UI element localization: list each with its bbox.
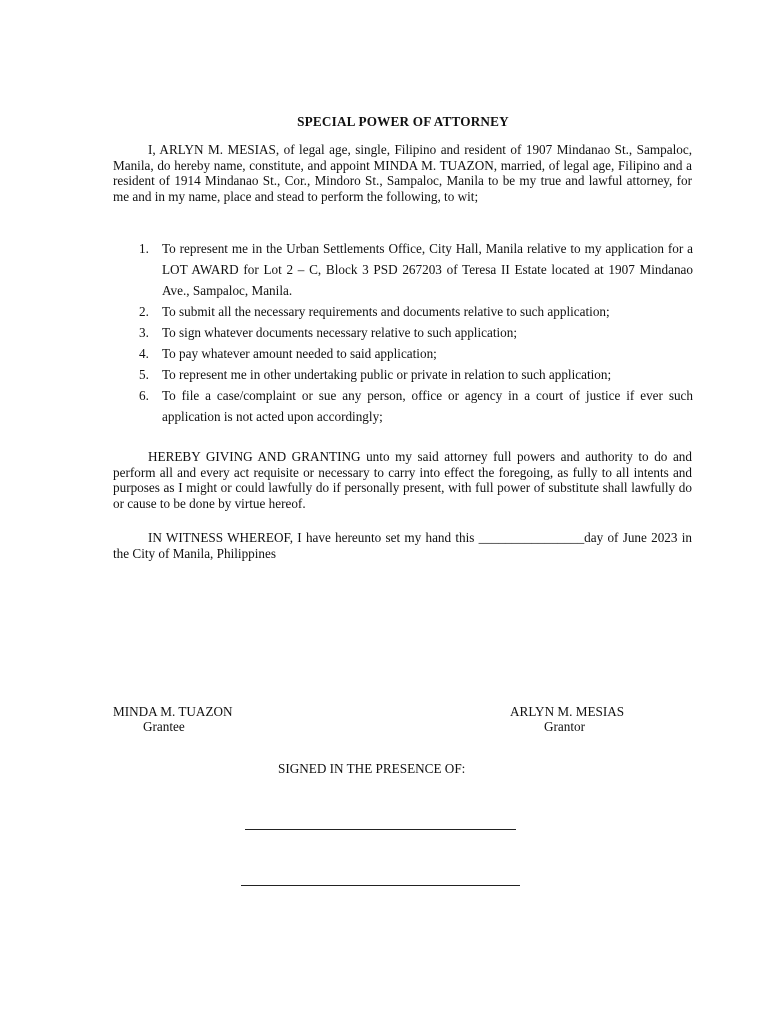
list-item-text: To file a case/complaint or sue any person, office or agency in a court of justice if ever such application is not acted upon accordingly; [162, 388, 693, 424]
intro-paragraph-text: I, ARLYN M. MESIAS, of legal age, single, Filipino and resident of 1907 Mindanao St., Sampaloc, Manila, do hereby name, constitute, and appoint MINDA M. TUAZON, married, of legal age, Filipino and a resident of 1914 Mindanao St., Cor., Mindoro St., Sampaloc, Manila to be my true and lawful attorney, for me and in my name, place and stead to perform the following, to wit; [113, 142, 692, 204]
witness-paragraph-text: IN WITNESS WHEREOF, I have hereunto set my hand this ________________day of June 2023 in the City of Manila, Philippines [113, 530, 692, 561]
grantee-name: MINDA M. TUAZON [113, 704, 233, 719]
list-item [113, 301, 693, 322]
grantee-role: Grantee [143, 718, 185, 734]
list-item [113, 322, 693, 343]
list-item-number: 4. [139, 346, 149, 361]
granting-paragraph [113, 449, 692, 511]
witness-signature-line-2 [241, 885, 520, 886]
list-item [113, 364, 693, 385]
grantor-role: Grantor [544, 718, 586, 734]
list-item-number: 1. [139, 241, 149, 256]
granting-paragraph-text: HEREBY GIVING AND GRANTING unto my said attorney full powers and authority to do and perform all and every act requisite or necessary to carry into effect the foregoing, as fully to all intents and purposes as I might or could lawfully do if personally present, with full power of substitute shall lawfully do or cause to be done by virtue hereof. [113, 449, 692, 511]
list-item-text: To represent me in other undertaking public or private in relation to such application; [162, 367, 612, 382]
list-item-number: 3. [139, 325, 149, 340]
grantee-signature-block [113, 705, 233, 734]
witness-signature-line-1 [245, 829, 516, 830]
list-item-text: To submit all the necessary requirements and documents relative to such application; [162, 304, 610, 319]
list-item-number: 5. [139, 367, 149, 382]
list-item-text: To represent me in the Urban Settlements Office, City Hall, Manila relative to my application for a LOT AWARD for Lot 2 – C, Block 3 PSD 267203 of Teresa II Estate located at 1907 Mindanao Ave., Sampaloc, Manila. [162, 241, 693, 298]
powers-list [113, 238, 693, 427]
list-item [113, 238, 693, 301]
document-title: SPECIAL POWER OF ATTORNEY [297, 114, 509, 129]
presence-heading: SIGNED IN THE PRESENCE OF: [278, 761, 466, 776]
grantor-signature-block [510, 705, 624, 734]
list-item-text: To sign whatever documents necessary relative to such application; [162, 325, 518, 340]
witness-paragraph [113, 530, 692, 561]
grantor-name: ARLYN M. MESIAS [510, 704, 625, 719]
list-item [113, 385, 693, 427]
list-item-number: 2. [139, 304, 149, 319]
list-item-number: 6. [139, 388, 149, 403]
intro-paragraph [113, 142, 692, 204]
list-item [113, 343, 693, 364]
list-item-text: To pay whatever amount needed to said application; [162, 346, 437, 361]
